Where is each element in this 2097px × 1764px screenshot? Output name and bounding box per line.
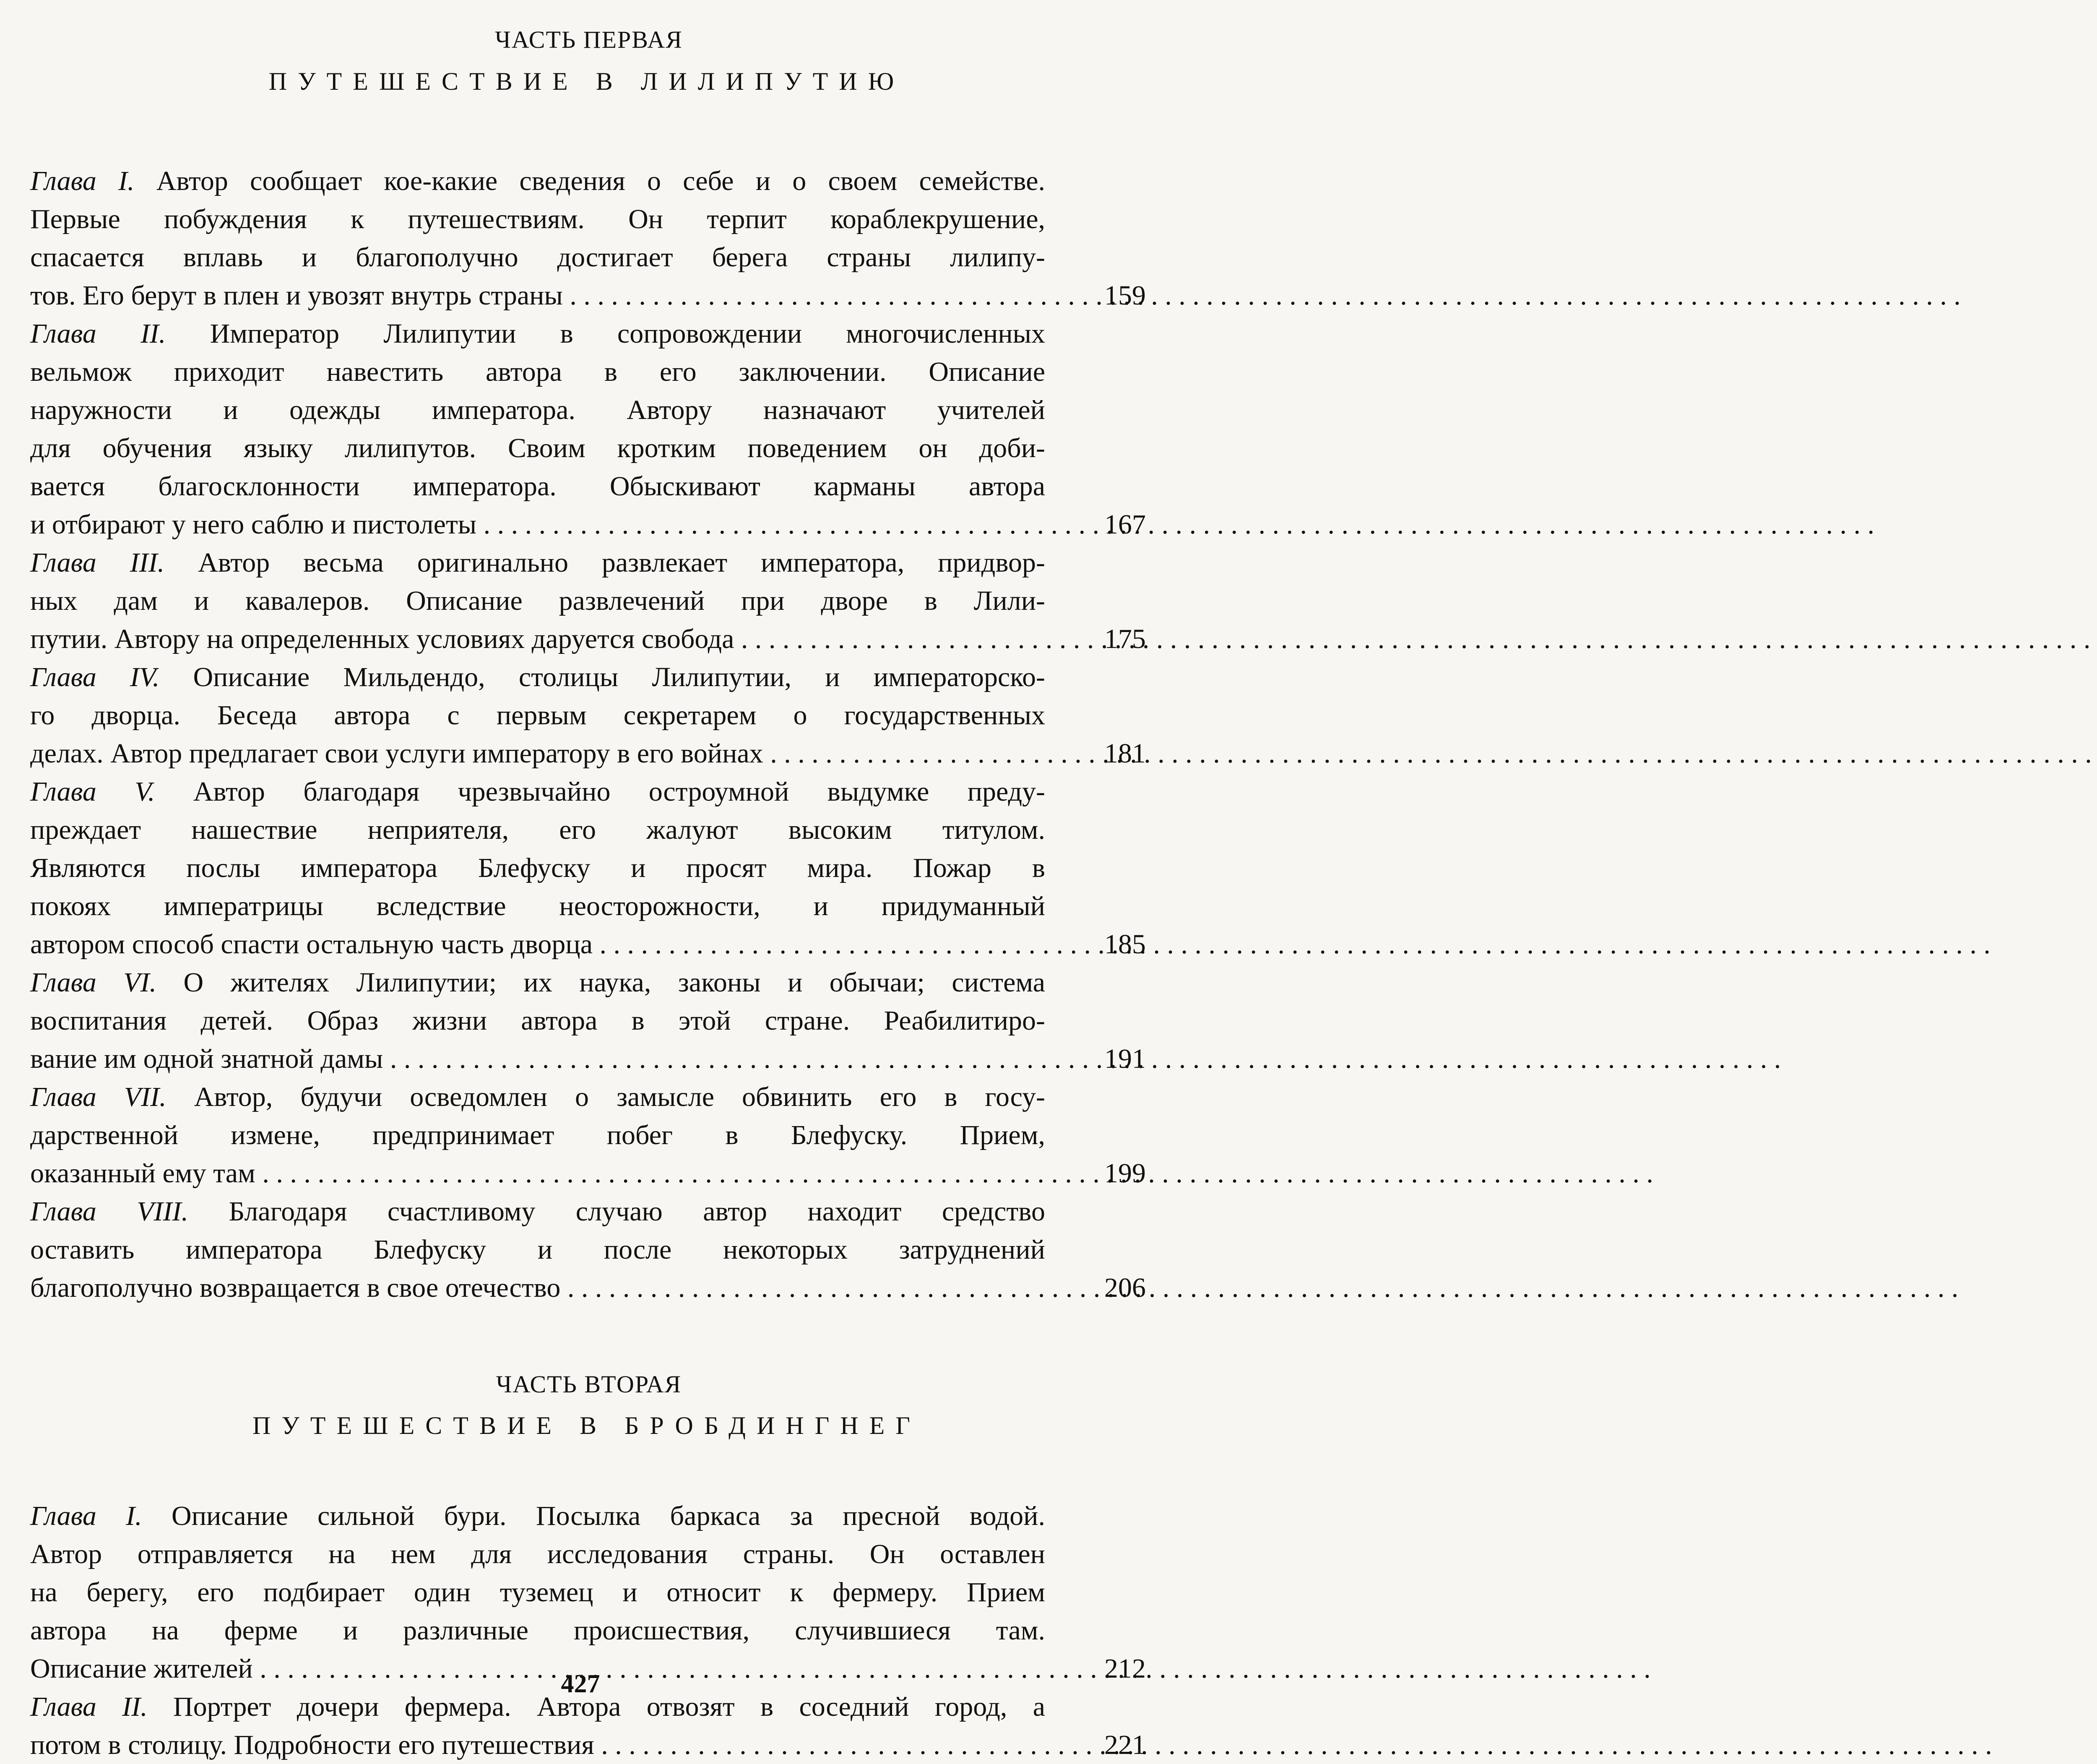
chapter-description-line: Автор сообщает кое-какие сведения о себе и о своем семействе.: [156, 165, 1046, 196]
chapter-line: [30, 467, 1045, 505]
chapter-description-line: автора на ферме и различные происшествия, случившиеся там.: [30, 1615, 1045, 1646]
chapter-line: [30, 391, 1045, 429]
chapter-line: [30, 1002, 1045, 1040]
toc-entry-text: [30, 1192, 1045, 1307]
toc-page-number: 212: [1104, 1653, 1146, 1684]
chapter-description-line: и отбирают у него саблю и пистолеты . . .: [30, 509, 1874, 540]
chapter-description-line: Портрет дочери фермера. Автора отвозят в соседний город, а: [173, 1691, 1046, 1722]
table-of-contents-part-two: [30, 1497, 1146, 1764]
chapter-line: [30, 162, 1046, 200]
toc-page-number: 206: [1104, 1272, 1146, 1303]
chapter-description-line: воспитания детей. Образ жизни автора в этой стране. Реабилитиро-: [30, 1005, 1045, 1036]
chapter-description-line: Автор, будучи осведомлен о замысле обвинить его в госу-: [194, 1081, 1046, 1112]
chapter-line: [30, 1078, 1046, 1116]
toc-entry-text: [30, 963, 1045, 1078]
chapter-line: [30, 200, 1045, 238]
chapter-description-line: Автор благодаря чрезвычайно остроумной выдумке преду-: [193, 776, 1045, 807]
chapter-line: [30, 1535, 1045, 1573]
chapter-line: [30, 353, 1045, 391]
chapter-line: [30, 1573, 1045, 1611]
toc-page-number: 199: [1104, 1158, 1146, 1189]
toc-page-number: 167: [1104, 509, 1146, 540]
part-one-heading: [0, 25, 1161, 99]
chapter-description-line: потом в столицу. Подробности его путешествия . . .: [30, 1730, 1992, 1760]
chapter-description-line: Описание Мильдендо, столицы Лилипутии, и императорско-: [193, 661, 1045, 692]
chapter-label: Глава I.: [30, 1501, 142, 1532]
toc-entry-text: [30, 658, 1045, 773]
chapter-description-line: Автор отправляется на нем для исследования страны. Он оставлен: [30, 1539, 1045, 1570]
chapter-description-line: Автор весьма оригинально развлекает императора, придвор-: [198, 547, 1046, 578]
chapter-description-line: оставить императора Блефуску и после некоторых затруднений: [30, 1234, 1045, 1265]
chapter-last-line: [30, 1269, 1045, 1307]
toc-page-number: 185: [1104, 929, 1146, 960]
chapter-label: Глава VII.: [30, 1081, 167, 1112]
chapter-description-line: благополучно возвращается в свое отечество . . .: [30, 1272, 1958, 1303]
chapter-description-line: Император Лилипутии в сопровождении многочисленных: [210, 318, 1046, 349]
chapter-last-line: [30, 925, 1045, 963]
chapter-last-line: [30, 620, 1045, 658]
toc-entry: [30, 544, 1146, 658]
chapter-line: [30, 1611, 1045, 1650]
chapter-label: Глава VI.: [30, 967, 157, 998]
chapter-line: [30, 1497, 1046, 1535]
chapter-line: [30, 1231, 1045, 1269]
chapter-description-line: оказанный ему там . . .: [30, 1158, 1653, 1189]
chapter-description-line: преждает нашествие неприятеля, его жалуют высоким титулом.: [30, 814, 1045, 845]
chapter-description-line: Первые побуждения к путешествиям. Он терпит кораблекрушение,: [30, 203, 1045, 234]
chapter-label: Глава II.: [30, 1691, 148, 1722]
toc-entry: [30, 1497, 1146, 1688]
chapter-description-line: вельмож приходит навестить автора в его заключении. Описание: [30, 356, 1045, 387]
chapter-label: Глава III.: [30, 547, 165, 578]
toc-page-number: 191: [1104, 1043, 1146, 1074]
chapter-line: [30, 582, 1045, 620]
toc-entry: [30, 1192, 1146, 1307]
toc-entry: [30, 1078, 1146, 1192]
chapter-description-line: делах. Автор предлагает свои услуги императору в его войнах . . .: [30, 738, 2097, 769]
chapter-line: [30, 544, 1046, 582]
chapter-description-line: Благодаря счастливому случаю автор находит средство: [229, 1196, 1046, 1227]
chapter-last-line: [30, 1040, 1045, 1078]
toc-entry: [30, 162, 1146, 315]
toc-entry-text: [30, 162, 1045, 315]
chapter-description-line: автором способ спасти остальную часть дворца . . .: [30, 929, 1990, 960]
chapter-last-line: [30, 734, 1045, 773]
chapter-description-line: спасается вплавь и благополучно достигает берега страны лилипу-: [30, 242, 1045, 273]
toc-entry-text: [30, 1497, 1045, 1688]
chapter-label: Глава I.: [30, 165, 135, 196]
chapter-description-line: наружности и одежды императора. Автору назначают учителей: [30, 394, 1045, 425]
chapter-line: [30, 773, 1045, 811]
chapter-description-line: вание им одной знатной дамы . . .: [30, 1043, 1781, 1074]
toc-page-number: 221: [1104, 1730, 1146, 1761]
chapter-label: Глава IV.: [30, 661, 160, 692]
chapter-description-line: вается благосклонности императора. Обыскивают карманы автора: [30, 471, 1045, 502]
toc-page-number: 181: [1104, 738, 1146, 769]
chapter-line: [30, 849, 1045, 887]
chapter-line: [30, 658, 1045, 696]
toc-entry: [30, 1688, 1146, 1764]
chapter-line: [30, 1192, 1046, 1231]
chapter-label: Глава II.: [30, 318, 166, 349]
chapter-description-line: путии. Автору на определенных условиях даруется свобода . . .: [30, 624, 2097, 654]
chapter-line: [30, 811, 1045, 849]
page-number: 427: [561, 1670, 600, 1698]
chapter-label: Глава V.: [30, 776, 155, 807]
chapter-description-line: для обучения языку лилипутов. Своим кротким поведением он доби-: [30, 432, 1045, 463]
chapter-description-line: Описание жителей . . .: [30, 1653, 1651, 1684]
chapter-last-line: [30, 1726, 1045, 1764]
chapter-description-line: на берегу, его подбирает один туземец и относит к фермеру. Прием: [30, 1577, 1045, 1608]
toc-page-number: 175: [1104, 623, 1146, 654]
part-subtitle: ПУТЕШЕСТВИЕ В БРОБДИНГНЕГ: [252, 1412, 921, 1440]
part-subtitle: ПУТЕШЕСТВИЕ В ЛИЛИПУТИЮ: [268, 67, 905, 95]
chapter-line: [30, 238, 1045, 276]
chapter-description-line: го дворца. Беседа автора с первым секретарем о государственных: [30, 700, 1045, 731]
chapter-last-line: [30, 1154, 1045, 1192]
table-of-contents-part-one: [30, 162, 1146, 1307]
chapter-description-line: тов. Его берут в плен и увозят внутрь страны . . .: [30, 280, 1961, 311]
chapter-description-line: Описание сильной бури. Посылка баркаса за пресной водой.: [172, 1501, 1046, 1532]
toc-entry-text: [30, 773, 1045, 963]
part-title: ЧАСТЬ ВТОРАЯ: [496, 1370, 682, 1398]
chapter-description-line: ных дам и кавалеров. Описание развлечений при дворе в Лили-: [30, 585, 1045, 616]
chapter-description-line: дарственной измене, предпринимает побег в Блефуску. Прием,: [30, 1119, 1045, 1150]
chapter-last-line: [30, 276, 1045, 315]
chapter-line: [30, 963, 1045, 1002]
chapter-line: [30, 315, 1046, 353]
chapter-description-line: Являются послы императора Блефуску и просят мира. Пожар в: [30, 852, 1045, 883]
chapter-line: [30, 887, 1045, 925]
toc-entry-text: [30, 315, 1045, 544]
toc-entry: [30, 963, 1146, 1078]
chapter-label: Глава VIII.: [30, 1196, 189, 1227]
chapter-line: [30, 696, 1045, 734]
part-two-heading: [0, 1370, 1161, 1444]
toc-entry: [30, 773, 1146, 963]
chapter-line: [30, 1116, 1045, 1154]
toc-page-number: 159: [1104, 280, 1146, 311]
toc-entry-text: [30, 544, 1045, 658]
chapter-description-line: О жителях Лилипутии; их наука, законы и обычаи; система: [183, 967, 1045, 998]
toc-entry-text: [30, 1078, 1045, 1192]
chapter-description-line: покоях императрицы вследствие неосторожности, и придуманный: [30, 890, 1045, 921]
toc-entry-text: [30, 1688, 1045, 1764]
toc-entry: [30, 658, 1146, 773]
chapter-line: [30, 429, 1045, 467]
chapter-last-line: [30, 505, 1045, 544]
part-title: ЧАСТЬ ПЕРВАЯ: [495, 26, 683, 53]
toc-entry: [30, 315, 1146, 544]
